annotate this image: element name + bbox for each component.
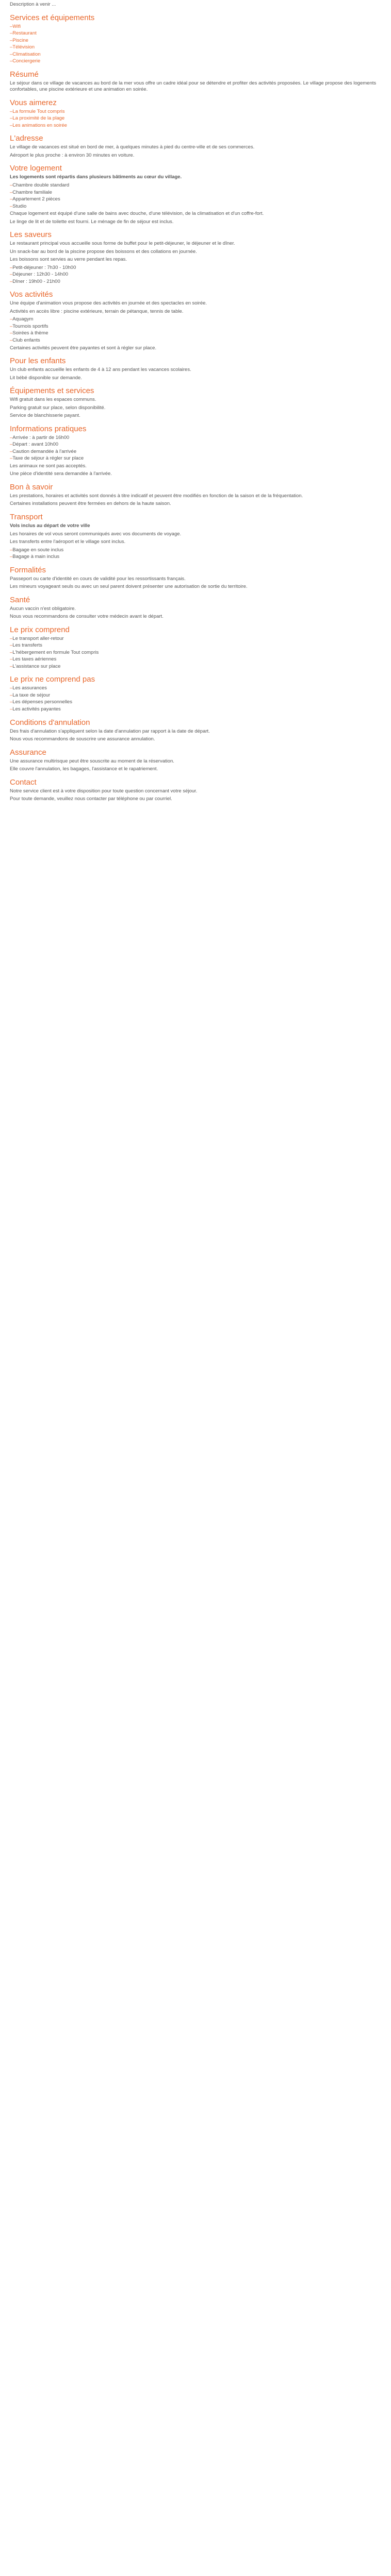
section-title-prix-ne-comprend-pas: Le prix ne comprend pas — [10, 675, 95, 684]
assurance-paragraph: Une assurance multirisque peut être souscrite au moment de la réservation. — [10, 758, 174, 764]
section-title-contact: Contact — [10, 777, 37, 787]
annulation-paragraph: Des frais d'annulation s'appliquent selon la date d'annulation par rapport à la date de départ. — [10, 728, 210, 734]
contact-paragraph: Notre service client est à votre disposition pour toute question concernant votre séjour. — [10, 788, 198, 794]
list-item: – Appartement 2 pièces — [10, 196, 381, 203]
enfants-paragraph: Un club enfants accueille les enfants de 4 à 12 ans pendant les vacances scolaires. — [10, 367, 191, 373]
saveurs-paragraph: Un snack-bar au bord de la piscine propose des boissons et des collations en journée. — [10, 248, 197, 255]
list-item: – Télévision — [10, 44, 381, 51]
section-title-services: Services et équipements — [10, 13, 95, 22]
list-item: – Arrivée : à partir de 16h00 — [10, 435, 381, 442]
transport-paragraph: Les transferts entre l'aéroport et le village sont inclus. — [10, 539, 126, 545]
page-content — [0, 2, 391, 803]
section-title-annulation: Conditions d'annulation — [10, 718, 90, 727]
list-item: – Studio — [10, 204, 381, 210]
section-title-saveurs: Les saveurs — [10, 230, 52, 240]
section-title-logement: Votre logement — [10, 164, 62, 173]
list-item: – La proximité de la plage — [10, 115, 381, 122]
section-title-bon-a-savoir: Bon à savoir — [10, 482, 53, 492]
logement-lead: Les logements sont répartis dans plusieurs bâtiments au cœur du village. — [10, 174, 182, 180]
list-item: – Dîner : 19h00 - 21h00 — [10, 279, 381, 285]
infos-paragraph: Les animaux ne sont pas acceptés. — [10, 463, 87, 469]
logement-list — [10, 182, 381, 210]
bon-a-savoir-paragraph: Les prestations, horaires et activités sont donnés à titre indicatif et peuvent être modifiés en fonction de la saison et de la fréquentation. — [10, 493, 303, 499]
list-item: – Bagage à main inclus — [10, 554, 381, 561]
list-item: – Les animations en soirée — [10, 123, 381, 129]
list-item: – Wifi — [10, 24, 381, 30]
list-item: – Tournois sportifs — [10, 324, 381, 330]
activites-paragraph: Certaines activités peuvent être payantes et sont à régler sur place. — [10, 345, 157, 351]
list-item: – Chambre familiale — [10, 190, 381, 196]
saveurs-paragraph: Le restaurant principal vous accueille sous forme de buffet pour le petit-déjeuner, le déjeuner et le dîner. — [10, 241, 235, 247]
list-item: – Piscine — [10, 38, 381, 44]
section-title-assurance: Assurance — [10, 748, 46, 757]
list-item: – Club enfants — [10, 337, 381, 344]
activites-paragraph: Une équipe d'animation vous propose des activités en journée et des spectacles en soirée. — [10, 300, 207, 307]
contact-paragraph: Pour toute demande, veuillez nous contacter par téléphone ou par courriel. — [10, 796, 172, 802]
list-item: – Les transferts — [10, 642, 381, 649]
logement-paragraph: Chaque logement est équipé d'une salle de bains avec douche, d'une télévision, de la climatisation et d'un coffre-fort. — [10, 211, 264, 217]
section-title-sante: Santé — [10, 595, 30, 604]
list-item: – L'hébergement en formule Tout compris — [10, 650, 381, 656]
section-title-adresse: L'adresse — [10, 134, 43, 143]
sante-paragraph: Nous vous recommandons de consulter votre médecin avant le départ. — [10, 614, 164, 620]
list-item: – Bagage en soute inclus — [10, 547, 381, 554]
list-item: – Départ : avant 10h00 — [10, 442, 381, 448]
intro-text: Description à venir ... — [10, 2, 56, 7]
transport-list — [10, 547, 381, 561]
transport-lead: Vols inclus au départ de votre ville — [10, 522, 90, 529]
list-item: – Soirées à thème — [10, 330, 381, 337]
section-title-equipements: Équipements et services — [10, 386, 94, 396]
sante-paragraph: Aucun vaccin n'est obligatoire. — [10, 605, 76, 612]
infos-paragraph: Une pièce d'identité sera demandée à l'arrivée. — [10, 471, 112, 477]
list-item: – La taxe de séjour — [10, 692, 381, 699]
section-title-activites: Vos activités — [10, 290, 53, 299]
section-title-transport: Transport — [10, 512, 43, 521]
section-title-vous-aimerez: Vous aimerez — [10, 98, 57, 107]
assurance-paragraph: Elle couvre l'annulation, les bagages, l'assistance et le rapatriement. — [10, 766, 158, 772]
equipements-paragraph: Wifi gratuit dans les espaces communs. — [10, 397, 96, 403]
list-item: – Les taxes aériennes — [10, 656, 381, 663]
list-item: – Les assurances — [10, 685, 381, 692]
list-item: – Les activités payantes — [10, 706, 381, 713]
list-item: – Taxe de séjour à régler sur place — [10, 455, 381, 462]
logement-paragraph: Le linge de lit et de toilette est fourni. Le ménage de fin de séjour est inclus. — [10, 218, 174, 225]
list-item: – L'assistance sur place — [10, 664, 381, 670]
list-item: – Chambre double standard — [10, 182, 381, 189]
activites-list — [10, 316, 381, 344]
annulation-paragraph: Nous vous recommandons de souscrire une assurance annulation. — [10, 736, 155, 742]
prix-ne-comprend-pas-list — [10, 685, 381, 713]
equipements-paragraph: Parking gratuit sur place, selon disponibilité. — [10, 404, 106, 411]
infos-list — [10, 435, 381, 462]
activites-paragraph: Activités en accès libre : piscine extérieure, terrain de pétanque, tennis de table. — [10, 308, 184, 314]
list-item: – Conciergerie — [10, 58, 381, 65]
section-title-enfants: Pour les enfants — [10, 357, 66, 366]
vous-aimerez-list — [10, 109, 381, 129]
transport-paragraph: Les horaires de vol vous seront communiqués avec vos documents de voyage. — [10, 531, 182, 537]
formalites-paragraph: Les mineurs voyageant seuls ou avec un seul parent doivent présenter une autorisation de sortie du territoire. — [10, 584, 248, 590]
list-item: – Petit-déjeuner : 7h30 - 10h00 — [10, 265, 381, 272]
list-item: – Caution demandée à l'arrivée — [10, 449, 381, 455]
prix-comprend-list — [10, 636, 381, 670]
adresse-paragraph: Aéroport le plus proche : à environ 30 minutes en voiture. — [10, 152, 135, 158]
equipements-paragraph: Service de blanchisserie payant. — [10, 413, 80, 419]
list-item: – La formule Tout compris — [10, 109, 381, 115]
list-item: – Restaurant — [10, 30, 381, 37]
list-item: – Climatisation — [10, 52, 381, 58]
saveurs-paragraph: Les boissons sont servies au verre pendant les repas. — [10, 257, 127, 263]
resume-text: Le séjour dans ce village de vacances au bord de la mer vous offre un cadre idéal pour se détendre et profiter des activités proposées. Le village propose des logements confortables, une piscine extérieure et une animation en soirée. — [10, 80, 377, 93]
enfants-paragraph: Lit bébé disponible sur demande. — [10, 375, 82, 381]
list-item: – Les dépenses personnelles — [10, 699, 381, 706]
section-title-prix-comprend: Le prix comprend — [10, 625, 70, 634]
section-title-formalites: Formalités — [10, 565, 46, 574]
saveurs-list — [10, 265, 381, 285]
formalites-paragraph: Passeport ou carte d'identité en cours de validité pour les ressortissants français. — [10, 575, 186, 582]
section-title-resume: Résumé — [10, 70, 39, 79]
section-title-infos: Informations pratiques — [10, 424, 87, 433]
adresse-paragraph: Le village de vacances est situé en bord de mer, à quelques minutes à pied du centre-ville et de ses commerces. — [10, 144, 255, 150]
services-list — [10, 24, 381, 65]
list-item: – Déjeuner : 12h30 - 14h00 — [10, 272, 381, 278]
list-item: – Le transport aller-retour — [10, 636, 381, 642]
bon-a-savoir-paragraph: Certaines installations peuvent être fermées en dehors de la haute saison. — [10, 501, 171, 507]
list-item: – Aquagym — [10, 316, 381, 323]
